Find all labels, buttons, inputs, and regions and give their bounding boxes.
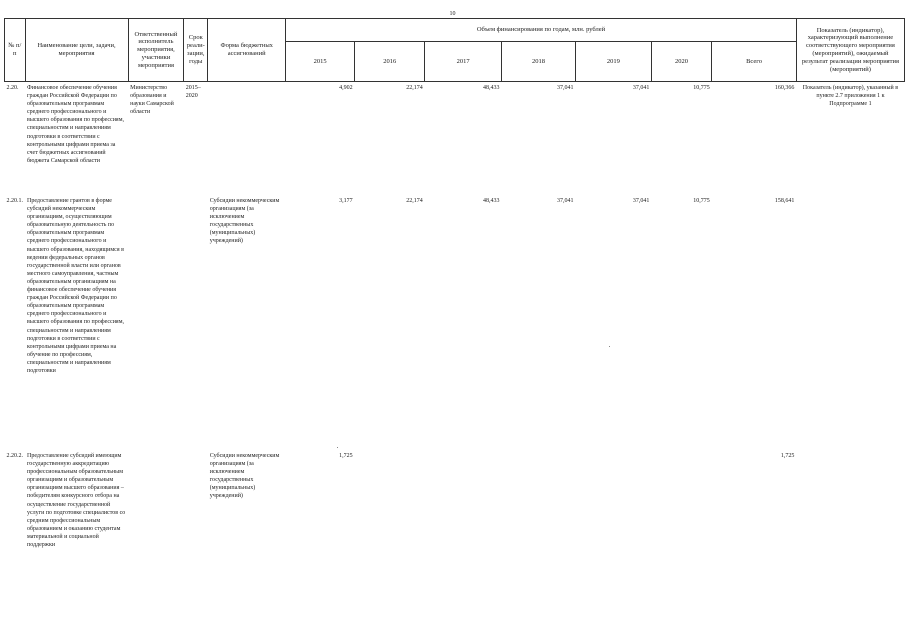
- value-2016: [355, 448, 425, 603]
- row-indicator: [796, 448, 904, 603]
- row-executor: [128, 193, 184, 448]
- row-indicator: Показатель (индикатор), указанный в пункте 2.7 приложения 1 к Подпрограмме 1: [802, 85, 899, 108]
- value-2016: 22,174: [406, 85, 423, 91]
- table-row: [5, 448, 905, 603]
- header-year: 2015: [286, 42, 355, 82]
- header-year: 2020: [651, 42, 711, 82]
- value-2019: 37,041: [632, 85, 650, 91]
- row-indicator: [796, 193, 904, 448]
- row-form: [208, 82, 286, 194]
- row-term: 2015–2020: [185, 85, 201, 100]
- value-2015: 4,902: [339, 85, 353, 91]
- header-total: Всего: [712, 42, 797, 82]
- header-executor: Ответственный исполнитель мероприятия, участники мероприятия: [128, 19, 184, 82]
- header-form: Форма бюджетных ассигнований: [208, 19, 286, 82]
- scan-speck: [337, 447, 338, 448]
- value-2020: [651, 448, 711, 603]
- row-executor: [128, 448, 184, 603]
- header-name: Наименование цели, задачи, мероприятия: [25, 19, 128, 82]
- row-num: 2.20.2.: [6, 453, 23, 459]
- header-term: Срок реали-зации, годы: [184, 19, 208, 82]
- value-total: 158,641: [774, 198, 795, 204]
- row-name: Финансовое обеспечение обучения граждан Российской Федерации по образовательным программам среднего профессионального и высшего образования по профессиям, специальностям и направлениям подготовки в соответствии с контрольными цифрами приема за счет бюджетных ассигнований бюджета Самарской области: [27, 85, 124, 164]
- value-2019: [575, 448, 651, 603]
- page-number: 10: [449, 11, 456, 17]
- header-row: [5, 19, 905, 42]
- value-2020: 10,775: [693, 85, 710, 91]
- row-name: Предоставление субсидий имеющим государственную аккредитацию профессиональным образовательным организациям и образовательным организациям высшего образования – победителям конкурсного отбора на осуществление государственной услуги по подготовке специалистов со средним профессиональным образованием и оказанию студентам материальной и социальной поддержки: [27, 453, 126, 549]
- value-total: 160,366: [774, 85, 795, 91]
- header-year: 2019: [575, 42, 651, 82]
- table-row: [5, 82, 905, 194]
- value-2015: 1,725: [339, 453, 353, 459]
- value-2017: [425, 448, 502, 603]
- scan-speck: [609, 346, 610, 347]
- row-form: Субсидии некоммерческим организациям (за исключением государственных (муниципальных) учреждений): [209, 453, 280, 500]
- value-total: 1,725: [780, 453, 795, 459]
- value-2018: 37,041: [556, 198, 574, 204]
- value-2020: 10,775: [693, 198, 710, 204]
- row-term: [184, 193, 208, 448]
- value-2017: 48,433: [483, 85, 500, 91]
- header-year: 2016: [355, 42, 425, 82]
- value-2019: 37,041: [632, 198, 650, 204]
- row-form: Субсидии некоммерческим организациям (за исключением государственных (муниципальных) учреждений): [209, 198, 280, 245]
- value-2018: 37,041: [556, 85, 574, 91]
- financing-table: [4, 18, 905, 603]
- header-financing: Объем финансирования по годам, млн. рублей: [286, 19, 797, 42]
- row-executor: Министерство образования и науки Самарской области: [130, 85, 174, 116]
- row-num: 2.20.1.: [6, 198, 23, 204]
- header-year: 2017: [425, 42, 502, 82]
- header-num: № п/п: [5, 19, 26, 82]
- table-row: [5, 193, 905, 448]
- row-num: 2.20.: [6, 85, 19, 91]
- row-term: [184, 448, 208, 603]
- row-name: Предоставление грантов в форме субсидий некоммерческим организациям, осуществляющим образовательную деятельность по образовательным программам среднего профессионального и высшего образования, находящимся в ведении федеральных органов государственной власти или органов местного самоуправления, частным образовательным организациям на финансовое обеспечение обучения граждан Российской Федерации по образовательным программам среднего профессионального и высшего образования по профессиям, специальностям и направлениям подготовки в соответствии с контрольными цифрами приема на обучение по профессиям, специальностям и направлениям подготовки: [27, 198, 124, 374]
- value-2016: 22,174: [406, 198, 423, 204]
- header-indicator: Показатель (индикатор), характеризующий выполнение соответствующего мероприятия (мероприятий), ожидаемый результат реализации мероприятия (мероприятий): [796, 19, 904, 82]
- value-2018: [502, 448, 576, 603]
- value-2015: 3,177: [339, 198, 353, 204]
- value-2017: 48,433: [483, 198, 500, 204]
- header-year: 2018: [502, 42, 576, 82]
